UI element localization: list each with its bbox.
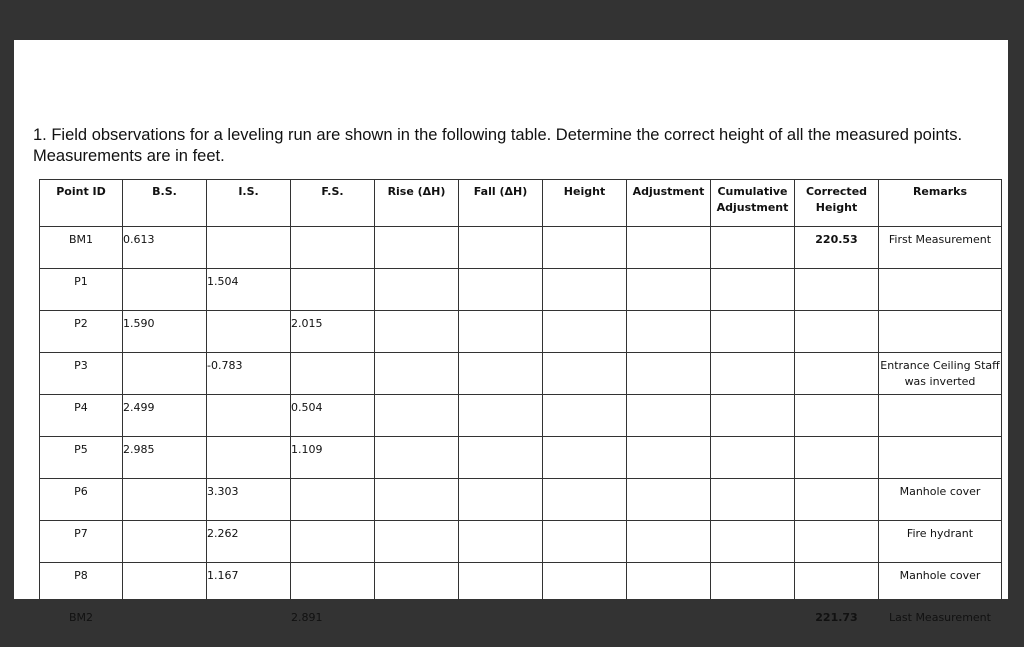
cell-point-id: P3 — [40, 353, 123, 395]
header-bs: B.S. — [123, 180, 207, 227]
cell-is — [207, 395, 291, 437]
cell-adjustment — [627, 311, 711, 353]
table-row — [40, 437, 1002, 479]
cell-corrected-height — [795, 269, 879, 311]
cell-fs — [291, 227, 375, 269]
cell-cumulative-adjustment — [711, 437, 795, 479]
cell-is — [207, 437, 291, 479]
cell-corrected-height — [795, 437, 879, 479]
document-page — [14, 40, 1008, 624]
cell-fs — [291, 353, 375, 395]
cell-point-id: BM2 — [40, 605, 123, 647]
cell-corrected-height — [795, 563, 879, 605]
cell-fall — [459, 311, 543, 353]
header-cumulative-adjustment: Cumulative Adjustment — [711, 180, 795, 227]
table-row — [40, 521, 1002, 563]
cell-rise — [375, 311, 459, 353]
cell-fall — [459, 353, 543, 395]
cell-point-id: P5 — [40, 437, 123, 479]
header-fall: Fall (ΔH) — [459, 180, 543, 227]
cell-height — [543, 563, 627, 605]
cell-bs — [123, 269, 207, 311]
cell-point-id: P1 — [40, 269, 123, 311]
cell-height — [543, 311, 627, 353]
cell-is: 1.504 — [207, 269, 291, 311]
cell-adjustment — [627, 269, 711, 311]
table-row — [40, 605, 1002, 647]
cell-bs — [123, 353, 207, 395]
cell-height — [543, 395, 627, 437]
cell-cumulative-adjustment — [711, 311, 795, 353]
cell-cumulative-adjustment — [711, 269, 795, 311]
cell-adjustment — [627, 605, 711, 647]
cell-fall — [459, 605, 543, 647]
cell-fall — [459, 269, 543, 311]
cell-fs — [291, 479, 375, 521]
cell-remarks: Last Measurement — [879, 605, 1002, 647]
cell-is — [207, 311, 291, 353]
cell-remarks: Manhole cover — [879, 479, 1002, 521]
cell-bs: 0.613 — [123, 227, 207, 269]
cell-is: 1.167 — [207, 563, 291, 605]
cell-height — [543, 605, 627, 647]
cell-rise — [375, 479, 459, 521]
cell-fall — [459, 227, 543, 269]
cell-height — [543, 479, 627, 521]
cell-bs: 1.590 — [123, 311, 207, 353]
cell-corrected-height — [795, 311, 879, 353]
cell-rise — [375, 395, 459, 437]
table-header-row — [40, 180, 1002, 227]
table-row — [40, 227, 1002, 269]
cell-point-id: P2 — [40, 311, 123, 353]
cell-adjustment — [627, 395, 711, 437]
header-fs: F.S. — [291, 180, 375, 227]
cell-remarks: Entrance Ceiling Staff was inverted — [879, 353, 1002, 395]
cell-corrected-height — [795, 395, 879, 437]
cell-fall — [459, 563, 543, 605]
cell-bs — [123, 521, 207, 563]
cell-rise — [375, 437, 459, 479]
cell-rise — [375, 605, 459, 647]
cell-bs — [123, 479, 207, 521]
header-rise: Rise (ΔH) — [375, 180, 459, 227]
header-height: Height — [543, 180, 627, 227]
cell-adjustment — [627, 479, 711, 521]
cell-adjustment — [627, 437, 711, 479]
header-is: I.S. — [207, 180, 291, 227]
header-adjustment: Adjustment — [627, 180, 711, 227]
cell-fs — [291, 521, 375, 563]
cell-cumulative-adjustment — [711, 395, 795, 437]
cell-bs — [123, 605, 207, 647]
cell-fs — [291, 563, 375, 605]
cell-height — [543, 353, 627, 395]
header-point-id: Point ID — [40, 180, 123, 227]
cell-is — [207, 605, 291, 647]
cell-point-id: P7 — [40, 521, 123, 563]
cell-remarks — [879, 311, 1002, 353]
cell-cumulative-adjustment — [711, 563, 795, 605]
cell-rise — [375, 521, 459, 563]
cell-height — [543, 269, 627, 311]
cell-is: 3.303 — [207, 479, 291, 521]
cell-bs: 2.499 — [123, 395, 207, 437]
cell-is: -0.783 — [207, 353, 291, 395]
cell-is: 2.262 — [207, 521, 291, 563]
cell-point-id: P4 — [40, 395, 123, 437]
cell-fall — [459, 395, 543, 437]
question-text: 1. Field observations for a leveling run are shown in the following table. Determine the correct height of all the measured points. Measurements are in feet. — [33, 126, 963, 165]
header-corrected-height: Corrected Height — [795, 180, 879, 227]
table-row — [40, 563, 1002, 605]
header-remarks: Remarks — [879, 180, 1002, 227]
cell-remarks: First Measurement — [879, 227, 1002, 269]
cell-adjustment — [627, 353, 711, 395]
cell-corrected-height — [795, 479, 879, 521]
cell-height — [543, 437, 627, 479]
cell-point-id: BM1 — [40, 227, 123, 269]
cell-fall — [459, 521, 543, 563]
observations-table — [39, 179, 1002, 647]
cell-adjustment — [627, 563, 711, 605]
cell-point-id: P8 — [40, 563, 123, 605]
cell-remarks — [879, 395, 1002, 437]
cell-point-id: P6 — [40, 479, 123, 521]
cell-height — [543, 227, 627, 269]
cell-cumulative-adjustment — [711, 227, 795, 269]
cell-fall — [459, 437, 543, 479]
table-row — [40, 311, 1002, 353]
cell-rise — [375, 563, 459, 605]
table-row — [40, 353, 1002, 395]
cell-cumulative-adjustment — [711, 479, 795, 521]
cell-bs: 2.985 — [123, 437, 207, 479]
cell-height — [543, 521, 627, 563]
cell-bs — [123, 563, 207, 605]
cell-rise — [375, 227, 459, 269]
cell-fall — [459, 479, 543, 521]
table-row — [40, 479, 1002, 521]
cell-fs: 2.015 — [291, 311, 375, 353]
cell-fs: 2.891 — [291, 605, 375, 647]
cell-adjustment — [627, 521, 711, 563]
table-row — [40, 269, 1002, 311]
cell-cumulative-adjustment — [711, 521, 795, 563]
cell-remarks — [879, 269, 1002, 311]
cell-cumulative-adjustment — [711, 353, 795, 395]
cell-remarks — [879, 437, 1002, 479]
cell-fs: 0.504 — [291, 395, 375, 437]
cell-fs: 1.109 — [291, 437, 375, 479]
cell-corrected-height — [795, 521, 879, 563]
cell-rise — [375, 353, 459, 395]
table-body — [40, 227, 1002, 647]
table-row — [40, 395, 1002, 437]
cell-fs — [291, 269, 375, 311]
cell-corrected-height: 220.53 — [795, 227, 879, 269]
cell-corrected-height — [795, 353, 879, 395]
cell-adjustment — [627, 227, 711, 269]
cell-rise — [375, 269, 459, 311]
cell-remarks: Fire hydrant — [879, 521, 1002, 563]
cell-corrected-height: 221.73 — [795, 605, 879, 647]
cell-cumulative-adjustment — [711, 605, 795, 647]
cell-is — [207, 227, 291, 269]
cell-remarks: Manhole cover — [879, 563, 1002, 605]
